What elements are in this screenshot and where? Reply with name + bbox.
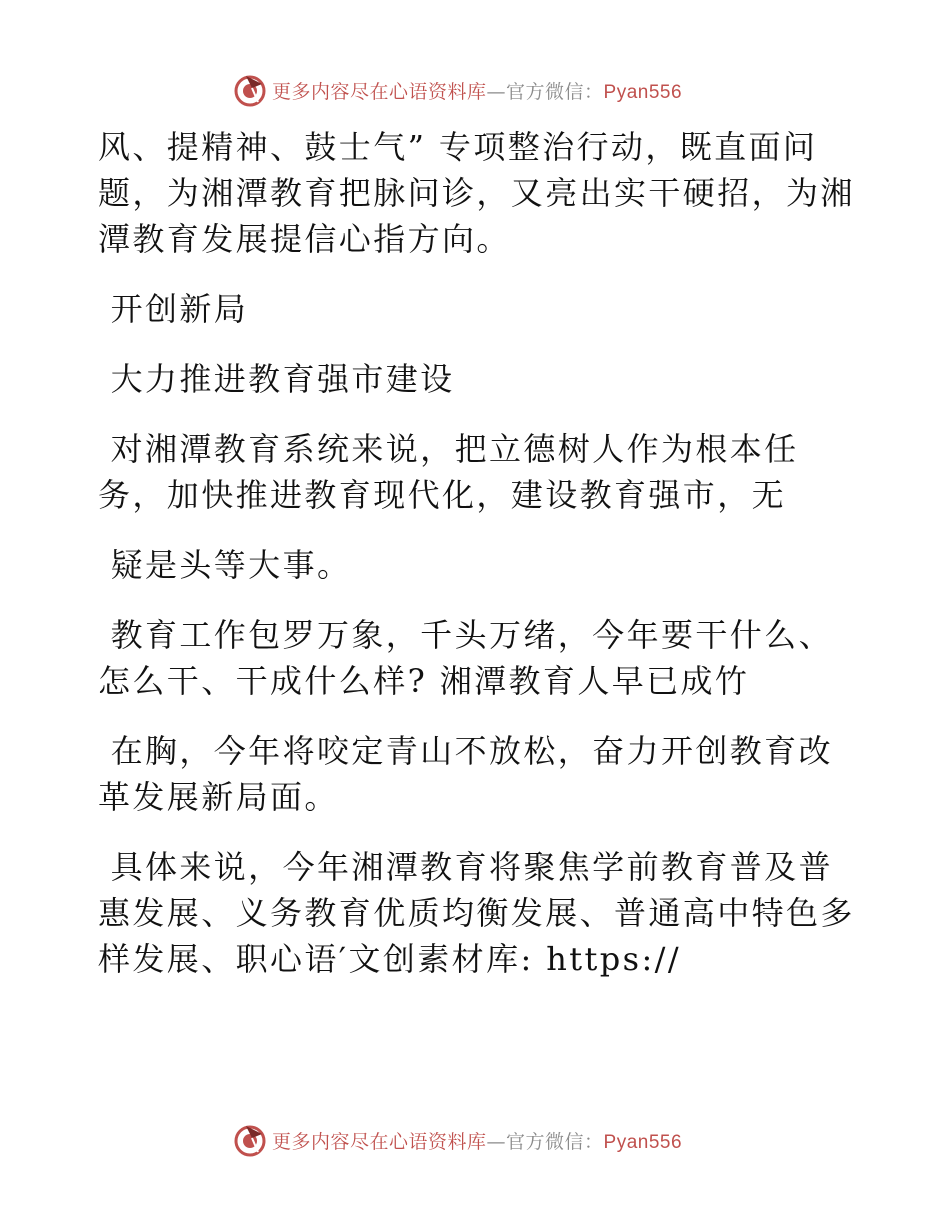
text-line: 风、提精神、鼓士气” 专项整治行动，既直面问: [98, 128, 818, 166]
text-line: 疑是头等大事。: [98, 546, 352, 584]
footer-banner: [232, 1122, 682, 1158]
banner-main-text: 更多内容尽在心语资料库: [272, 1130, 487, 1153]
text-line: 具体来说，今年湘潭教育将聚焦学前教育普及普: [98, 848, 833, 886]
banner-wechat-id: Pyan556: [603, 81, 683, 103]
text-line: 对湘潭教育系统来说，把立德树人作为根本任: [98, 430, 799, 468]
document-body: [98, 124, 858, 982]
text-line: 教育工作包罗万象，千头万绪，今年要干什么、: [98, 616, 833, 654]
text-line: 在胸，今年将咬定青山不放松，奋力开创教育改: [98, 732, 833, 770]
banner-wechat-id: Pyan556: [603, 1131, 683, 1153]
banner-main-text: 更多内容尽在心语资料库: [272, 80, 487, 103]
text-line: 样发展、职心语′文创素材库: https://: [98, 940, 681, 978]
banner-dash: —: [486, 80, 507, 103]
brand-logo-icon: [232, 1122, 268, 1158]
text-line: 革发展新局面。: [98, 778, 339, 816]
header-banner: [232, 72, 682, 108]
banner-wechat-label: 官方微信：: [506, 1130, 604, 1153]
section-heading: 开创新局: [98, 290, 249, 328]
banner-wechat-label: 官方微信：: [506, 80, 604, 103]
text-line: 怎么干、干成什么样? 湘潭教育人早已成竹: [98, 662, 750, 700]
text-line: 惠发展、义务教育优质均衡发展、普通高中特色多: [98, 894, 855, 932]
banner-dash: —: [486, 1130, 507, 1153]
section-subheading: 大力推进教育强市建设: [98, 360, 455, 398]
text-line: 题，为湘潭教育把脉问诊，又亮出实干硬招，为湘: [98, 174, 855, 212]
text-line: 潭教育发展提信心指方向。: [98, 220, 511, 258]
text-line: 务，加快推进教育现代化，建设教育强市，无: [98, 476, 787, 514]
brand-logo-icon: [232, 72, 268, 108]
